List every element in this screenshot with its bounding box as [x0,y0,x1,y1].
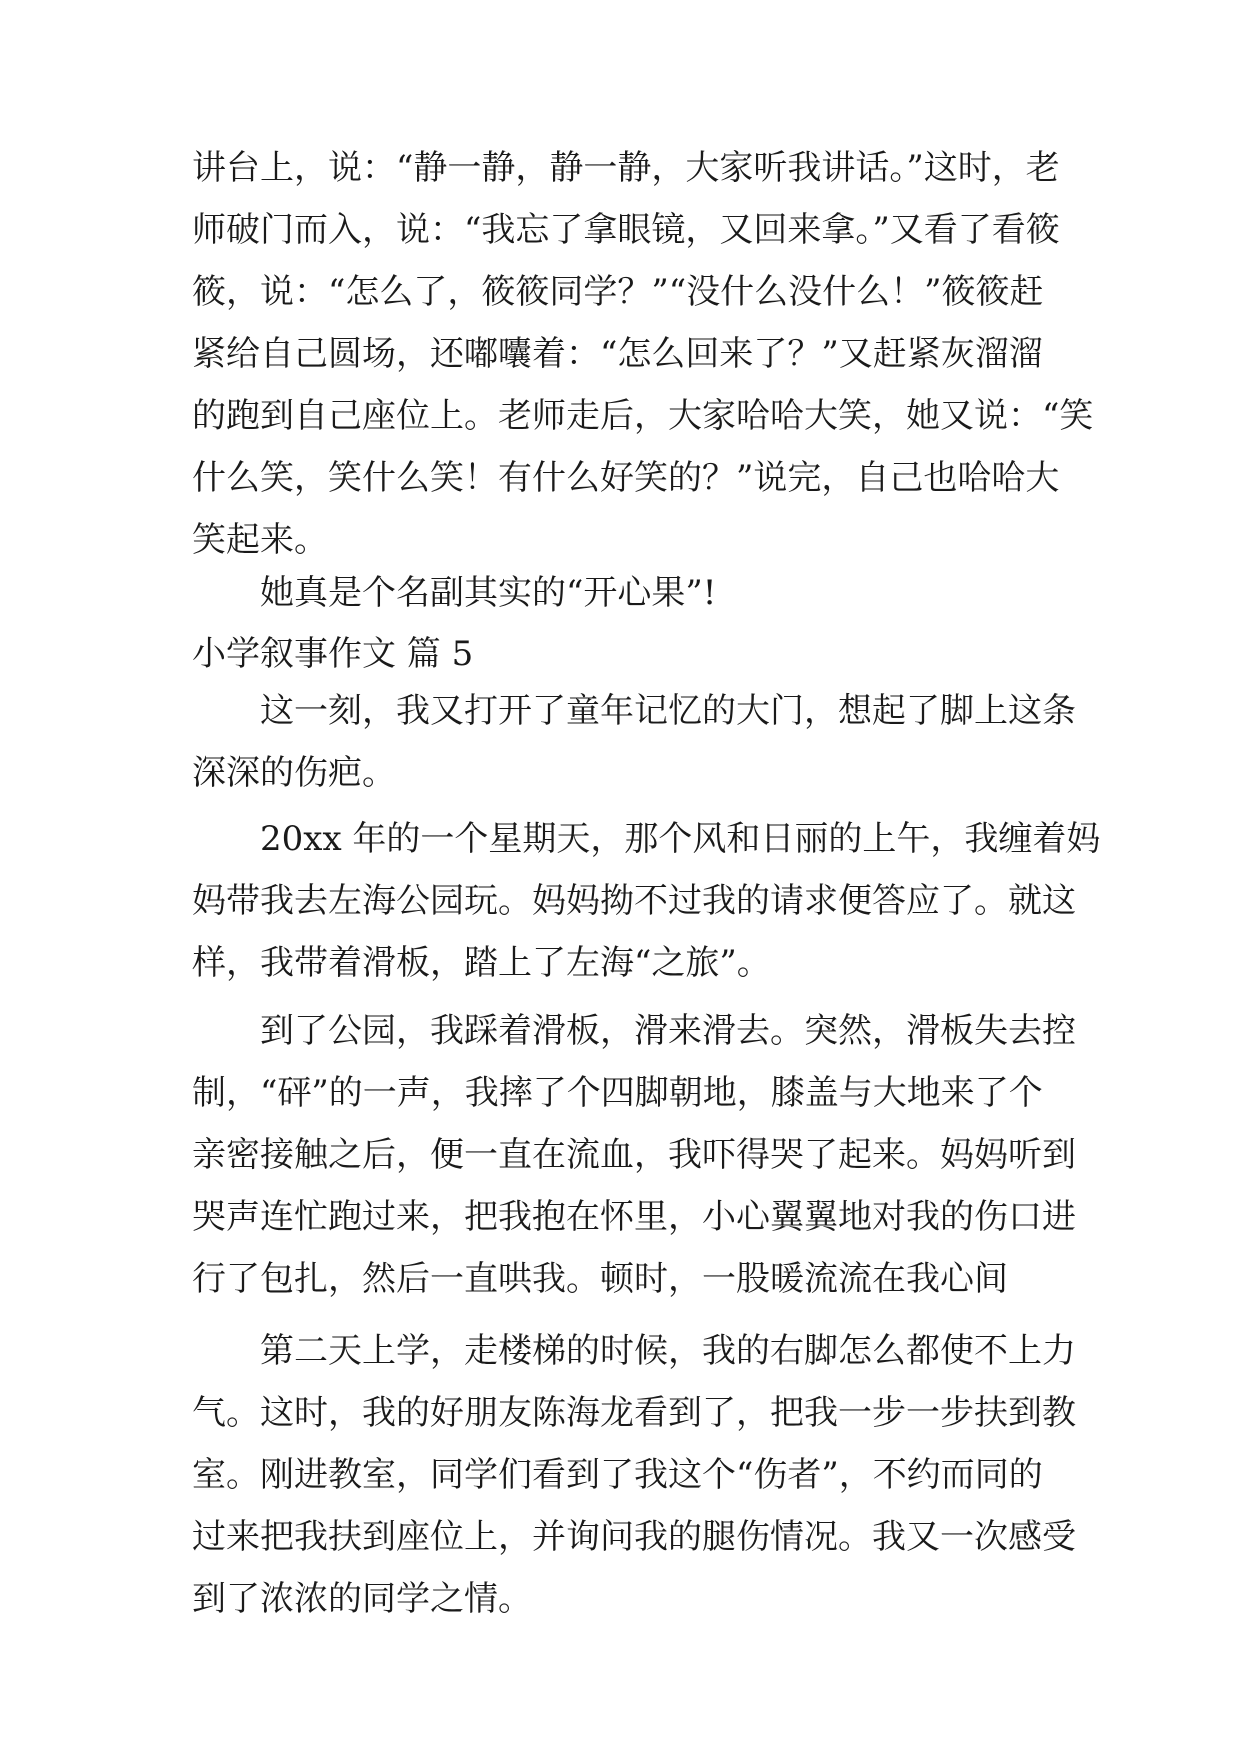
text-line: 紧给自己圆场，还嘟囔着：“怎么回来了？”又赶紧灰溜溜 [192,334,1043,374]
text-line: 的跑到自己座位上。老师走后，大家哈哈大笑，她又说：“笑 [192,396,1094,436]
text-line: 行了包扎，然后一直哄我。顿时，一股暖流流在我心间 [192,1259,1008,1299]
text-line: 气。这时，我的好朋友陈海龙看到了，把我一步一步扶到教 [192,1393,1076,1433]
section-heading [192,625,1052,683]
text-line: 制，“砰”的一声，我摔了个四脚朝地，膝盖与大地来了个 [192,1073,1043,1113]
text-line: 讲台上，说：“静一静，静一静，大家听我讲话。”这时，老 [192,148,1060,188]
text-line: 笑起来。 [192,520,328,560]
text-line: 这一刻，我又打开了童年记忆的大门，想起了脚上这条 [260,691,1076,731]
text-line: 妈带我去左海公园玩。妈妈拗不过我的请求便答应了。就这 [192,881,1076,921]
text-line: 样，我带着滑板，踏上了左海“之旅”。 [192,943,771,983]
text-line: 什么笑，笑什么笑！有什么好笑的？”说完，自己也哈哈大 [192,458,1060,498]
text-line: 筱，说：“怎么了，筱筱同学？”“没什么没什么！”筱筱赶 [192,272,1044,312]
closing-paragraph [192,562,1052,624]
text-line: 深深的伤疤。 [192,753,396,793]
text-line: 亲密接触之后，便一直在流血，我吓得哭了起来。妈妈听到 [192,1135,1076,1175]
paragraph-1 [192,680,1076,804]
text-line: 过来把我扶到座位上，并询问我的腿伤情况。我又一次感受 [192,1517,1076,1557]
text-line: 她真是个名副其实的“开心果”! [260,573,717,613]
text-line: 20xx 年的一个星期天，那个风和日丽的上午，我缠着妈 [260,819,1101,859]
text-line: 第二天上学，走楼梯的时候，我的右脚怎么都使不上力 [260,1331,1076,1371]
text-line: 到了浓浓的同学之情。 [192,1579,532,1619]
text-line: 到了公园，我踩着滑板，滑来滑去。突然，滑板失去控 [260,1011,1076,1051]
paragraph-4 [192,1320,1076,1630]
text-line: 哭声连忙跑过来，把我抱在怀里，小心翼翼地对我的伤口进 [192,1197,1076,1237]
text-line: 师破门而入，说：“我忘了拿眼镜，又回来拿。”又看了看筱 [192,210,1060,250]
text-line: 室。刚进教室，同学们看到了我这个“伤者”，不约而同的 [192,1455,1043,1495]
section-title: 小学叙事作文 篇 5 [192,634,474,674]
paragraph-2 [192,808,1101,994]
paragraph-3 [192,1000,1076,1310]
continuation-paragraph [192,137,1094,571]
